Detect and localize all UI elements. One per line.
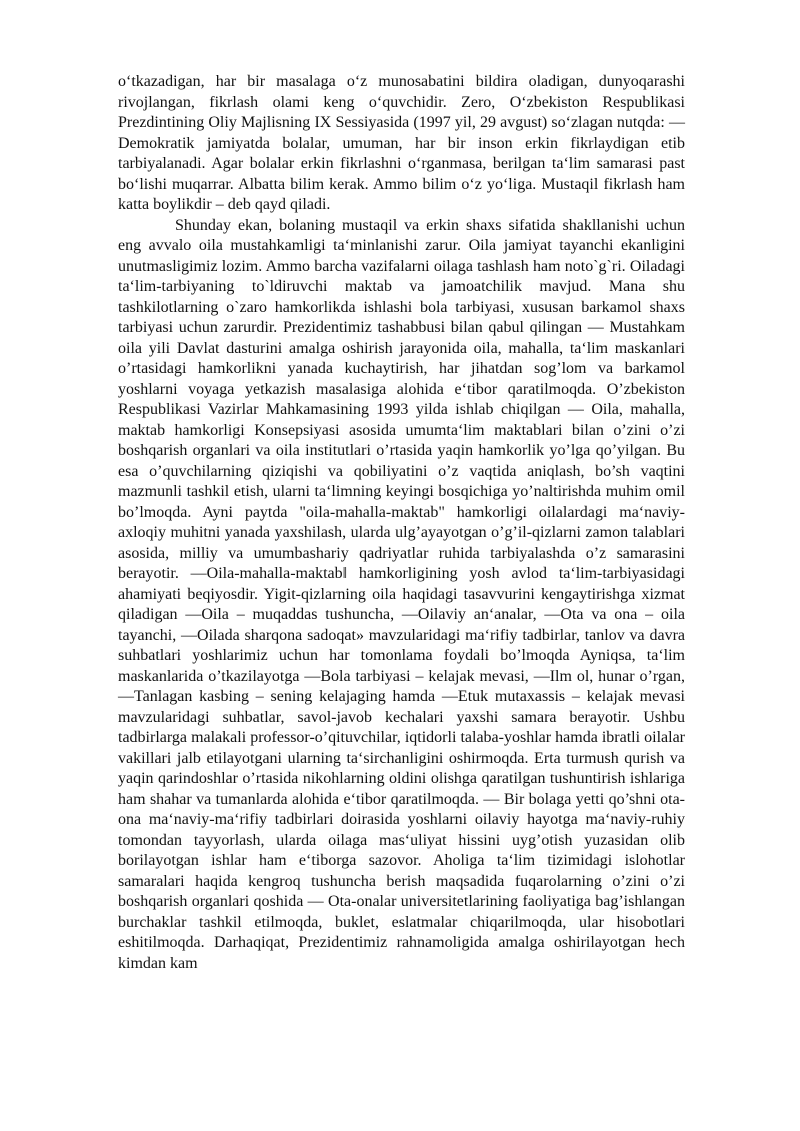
paragraph-continuation: o‘tkazadigan, har bir masalaga o‘z munosabatini bildira oladigan, dunyoqarashi rivojlangan, fikrlash olami keng o‘quvchidir. Zero, O‘zbekiston Respublikasi Prezdintining Oliy Majlisning IX Sessiyasida (1997 yil, 29 avgust) so‘zlagan nutqda: —Demokratik jamiyatda bolalar, umuman, har bir inson erkin fikrlaydigan etib tarbiyalanadi. Agar bolalar erkin fikrlashni o‘rganmasa, berilgan ta‘lim samarasi past bo‘lishi muqarrar. Albatta bilim kerak. Ammo bilim o‘z yo‘liga. Mustaqil fikrlash ham katta boylikdir – deb qayd qiladi. xyxy=(118,73,685,213)
document-page xyxy=(118,72,685,974)
paragraph-main: Shunday ekan, bolaning mustaqil va erkin shaxs sifatida shakllanishi uchun eng avvalo oila mustahkamligi ta‘minlanishi zarur. Oila jamiyat tayanchi ekanligini unutmasligimiz lozim. Ammo barcha vazifalarni oilaga tashlash ham noto`g`ri. Oiladagi ta‘lim-tarbiyaning to`ldiruvchi maktab va jamoatchilik mavjud. Mana shu tashkilotlarning o`zaro hamkorlikda ishlashi bola tarbiyasi, xususan barkamol shaxs tarbiyasi uchun zarurdir. Prezidentimiz tashabbusi bilan qabul qilingan — Mustahkam oila yili Davlat dasturini amalga oshirish jarayonida oila, mahalla, ta‘lim maskanlari o’rtasidagi hamkorlikni yanada kuchaytirish, har jihatdan sog’lom va barkamol yoshlarni voyaga yetkazish masalasiga alohida e‘tibor qaratilmoqda. O’zbekiston Respublikasi Vazirlar Mahkamasining 1993 yilda ishlab chiqilgan — Oila, mahalla, maktab hamkorligi Konsepsiyasi asosida umumta‘lim maktablari bilan o’zini o’zi boshqarish organlari va oila institutlari o’rtasida yaqin hamkorlik yo’lga qo’yilgan. Bu esa o’quvchilarning qiziqishi va qobiliyatini o’z vaqtida aniqlash, bo’sh vaqtini mazmunli tashkil etish, ularni ta‘limning keyingi bosqichiga yo’naltirishda muhim omil bo’lmoqda. Ayni paytda "oila-mahalla-maktab" hamkorligi oilalardagi ma‘naviy-axloqiy muhitni yanada yaxshilash, ularda ulg’ayayotgan o’g’il-qizlarni zamon talablari asosida, milliy va umumbashariy qadriyatlar ruhida tarbiyalashda o’z samarasini berayotir. —Oila-mahalla-maktab‖ hamkorligining yosh avlod ta‘lim-tarbiyasidagi ahamiyati beqiyosdir. Yigit-qizlarning oila haqidagi tasavvurini kengaytirishga xizmat qiladigan —Oila – muqaddas tushuncha, —Oilaviy an‘analar, —Ota va ona – oila tayanchi, —Oilada sharqona sadoqat» mavzularidagi ma‘rifiy tadbirlar, tanlov va davra suhbatlari yoshlarimiz uchun har tomonlama foydali bo’lmoqda Ayniqsa, ta‘lim maskanlarida o’tkazilayotga —Bola tarbiyasi – kelajak mevasi, —Ilm ol, hunar o’rgan, —Tanlagan kasbing – sening kelajaging hamda —Etuk mutaxassis – kelajak mevasi mavzularidagi suhbatlar, savol-javob kechalari yaxshi samara berayotir. Ushbu tadbirlarga malakali professor-o’qituvchilar, iqtidorli talaba-yoshlar hamda ibratli oilalar vakillari jalb etilayotgani ularning ta‘sirchanligini oshirmoqda. Erta turmush qurish va yaqin qarindoshlar o’rtasida nikohlarning oldini olishga qaratilgan tushuntirish ishlariga ham shahar va tumanlarda alohida e‘tibor qaratilmoqda. — Bir bolaga yetti qo’shni ota-ona ma‘naviy-ma‘rifiy tadbirlari doirasida yoshlarni oilaviy hayotga ma‘naviy-ruhiy tomondan tayyorlash, ularda oilaga mas‘uliyat hissini uyg’otish yuzasidan olib borilayotgan ishlar ham e‘tiborga sazovor. Aholiga ta‘lim tizimidagi islohotlar samaralari haqida kengroq tushuncha berish maqsadida fuqarolarning o’zini o’zi boshqarish organlari qoshida — Ota-onalar universitetlarining faoliyatiga bag’ishlangan burchaklar tashkil etilmoqda, buklet, eslatmalar chiqarilmoqda, ular hisobotlari eshitilmoqda. Darhaqiqat, Prezidentimiz rahnamoligida amalga oshirilayotgan hech kimdan kam xyxy=(118,216,685,972)
